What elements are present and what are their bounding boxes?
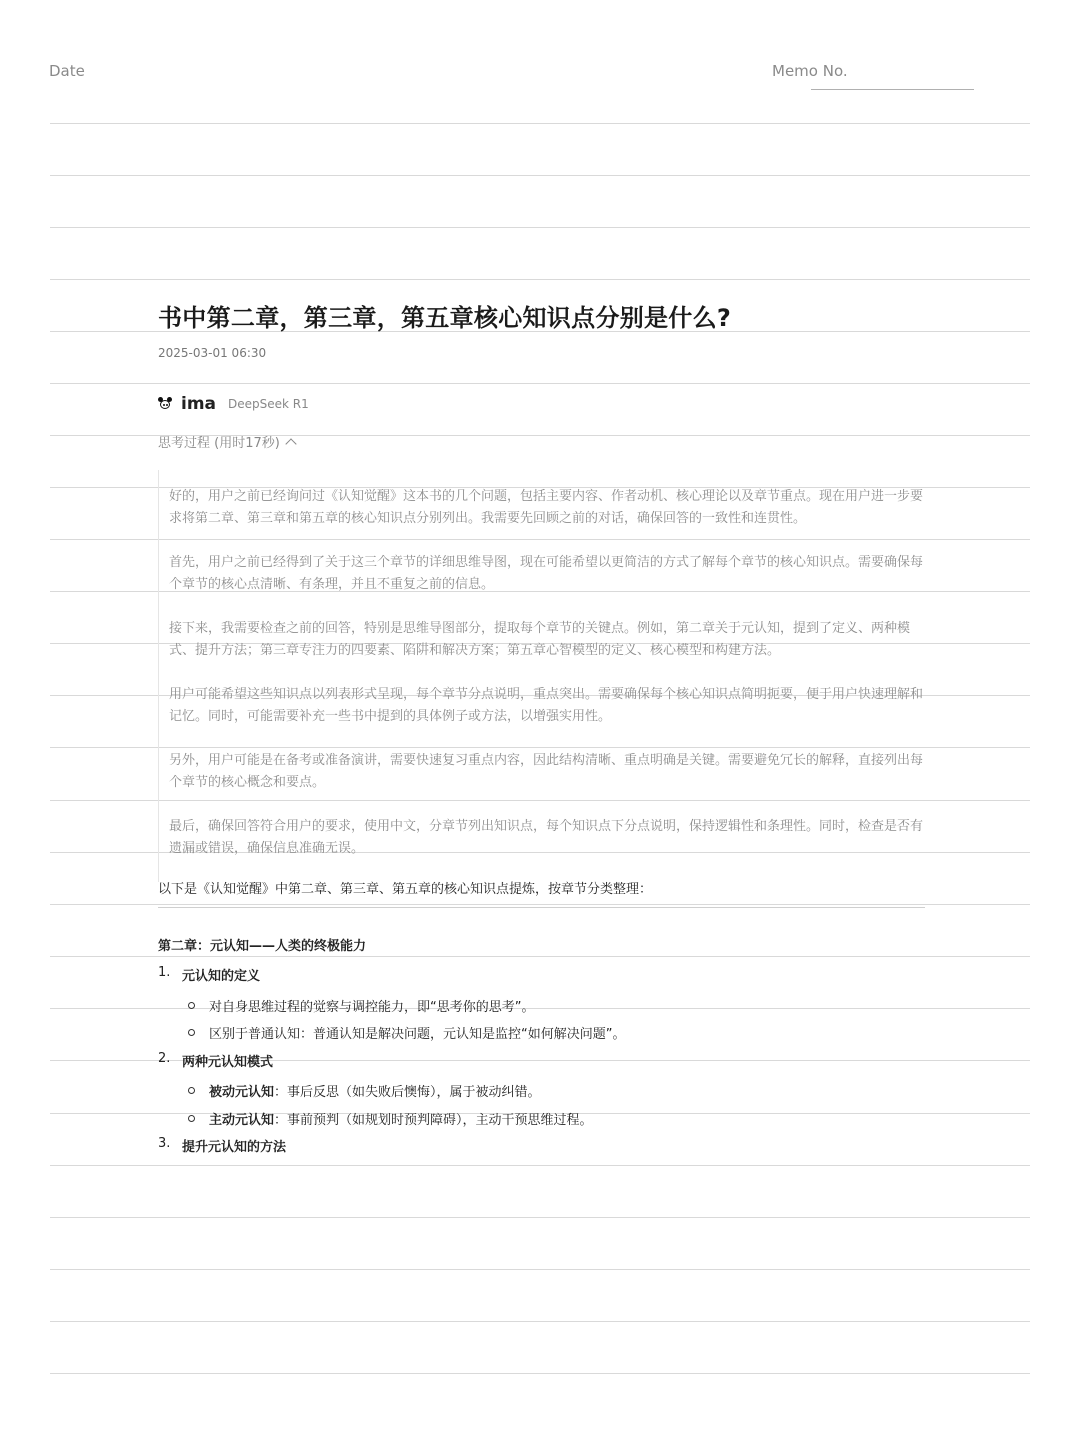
bullet-icon <box>188 1029 195 1036</box>
thinking-toggle-label: 思考过程 (用时17秒) <box>158 436 280 451</box>
item-number: 3. <box>158 1136 171 1151</box>
divider <box>158 907 925 908</box>
question-title: 书中第二章，第三章，第五章核心知识点分别是什么? <box>158 304 732 332</box>
thinking-process <box>158 470 928 882</box>
bullet-bold-term: 主动元认知 <box>209 1113 275 1128</box>
bullet-item <box>188 1081 541 1100</box>
ruled-line <box>50 1269 1030 1270</box>
memo-number-label: Memo No. <box>772 62 848 80</box>
chapter-heading: 第二章：元认知——人类的终极能力 <box>158 939 367 954</box>
numbered-item <box>158 965 260 984</box>
bullet-item <box>188 1023 625 1042</box>
ruled-line <box>50 904 1030 905</box>
question-timestamp: 2025-03-01 06:30 <box>158 346 267 360</box>
bullet-text: ：事后反思（如失败后懊悔），属于被动纠错。 <box>274 1085 541 1100</box>
item-number: 2. <box>158 1051 171 1066</box>
bullet-icon <box>188 1002 195 1009</box>
date-label: Date <box>49 62 85 80</box>
thinking-paragraph: 用户可能希望这些知识点以列表形式呈现，每个章节分点说明，重点突出。需要确保每个核心知识点简明扼要，便于用户快速理解和记忆。同时，可能需要补充一些书中提到的具体例子或方法，以增强实用性。 <box>169 687 924 724</box>
ruled-line <box>50 175 1030 176</box>
item-title: 元认知的定义 <box>182 969 261 984</box>
bullet-icon <box>188 1115 195 1122</box>
thinking-paragraph: 好的，用户之前已经询问过《认知觉醒》这本书的几个问题，包括主要内容、作者动机、核心理论以及章节重点。现在用户进一步要求将第二章、第三章和第五章的核心知识点分别列出。我需要先回顾之前的对话，确保回答的一致性和连贯性。 <box>169 489 924 526</box>
item-title: 两种元认知模式 <box>182 1055 274 1070</box>
bullet-text: ：事前预判（如规划时预判障碍），主动干预思维过程。 <box>274 1113 593 1128</box>
thinking-paragraph: 另外，用户可能是在备考或准备演讲，需要快速复习重点内容，因此结构清晰、重点明确是关键。需要避免冗长的解释，直接列出每个章节的核心概念和要点。 <box>169 753 924 790</box>
assistant-name: ima <box>181 394 217 414</box>
ruled-line <box>50 1321 1030 1322</box>
numbered-item <box>158 1136 286 1155</box>
ruled-line <box>50 1373 1030 1374</box>
thinking-paragraph: 接下来，我需要检查之前的回答，特别是思维导图部分，提取每个章节的关键点。例如，第二章关于元认知，提到了定义、两种模式、提升方法；第三章专注力的四要素、陷阱和解决方案；第五章心智模型的定义、核心模型和构建方法。 <box>169 621 911 658</box>
ruled-line <box>50 383 1030 384</box>
thinking-paragraph: 首先，用户之前已经得到了关于这三个章节的详细思维导图，现在可能希望以更简洁的方式了解每个章节的核心知识点。需要确保每个章节的核心点清晰、有条理，并且不重复之前的信息。 <box>169 555 924 592</box>
panda-logo-icon <box>157 397 173 411</box>
thinking-paragraph: 最后，确保回答符合用户的要求，使用中文，分章节列出知识点，每个知识点下分点说明，保持逻辑性和条理性。同时，检查是否有遗漏或错误，确保信息准确无误。 <box>169 819 924 856</box>
ruled-line <box>50 227 1030 228</box>
chevron-up-icon <box>285 438 296 449</box>
numbered-item <box>158 1051 273 1070</box>
memo-number-field <box>811 89 974 90</box>
bullet-icon <box>188 1087 195 1094</box>
item-title: 提升元认知的方法 <box>182 1140 287 1155</box>
item-number: 1. <box>158 965 171 980</box>
model-name: DeepSeek R1 <box>228 397 309 411</box>
bullet-item <box>188 1109 593 1128</box>
bullet-text: 区别于普通认知：普通认知是解决问题，元认知是监控“如何解决问题”。 <box>209 1027 626 1042</box>
answer-intro: 以下是《认知觉醒》中第二章、第三章、第五章的核心知识点提炼，按章节分类整理： <box>158 882 653 897</box>
bullet-item <box>188 996 534 1015</box>
ruled-line <box>50 1217 1030 1218</box>
ruled-line <box>50 1165 1030 1166</box>
assistant-header <box>157 394 309 414</box>
ruled-line <box>50 123 1030 124</box>
ruled-line <box>50 956 1030 957</box>
thinking-toggle[interactable] <box>158 432 295 451</box>
bullet-text: 对自身思维过程的觉察与调控能力，即“思考你的思考”。 <box>209 1000 535 1015</box>
ruled-line <box>50 279 1030 280</box>
bullet-bold-term: 被动元认知 <box>209 1085 275 1100</box>
